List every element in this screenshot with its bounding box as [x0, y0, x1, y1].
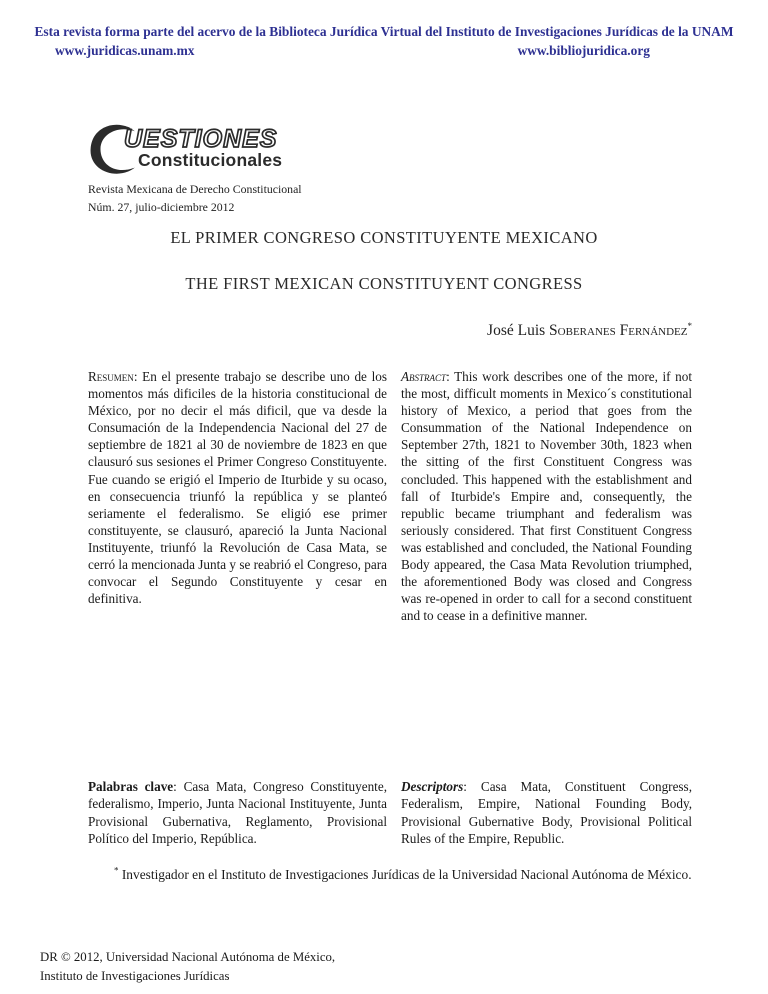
- abstract-english-column: [401, 368, 692, 624]
- abstract-english: [401, 368, 692, 624]
- banner-url-left[interactable]: www.juridicas.unam.mx: [55, 42, 195, 58]
- resumen-separator: :: [133, 369, 143, 384]
- copyright-line2: Instituto de Investigaciones Jurídicas: [40, 968, 230, 983]
- resumen-text: En el presente trabajo se describe uno de los momentos más dificiles de la historia constitucional de México, por no decir el más dificil, que va desde la Consumación de la Independencia Nacional del 27 de septiembre de 1821 al 30 de noviembre de 1823 en que clausuró sus sesiones el Primer Congreso Constituyente. Fue cuando se erigió el Imperio de Iturbide y su ocaso, en consecuencia triunfó la república y se planteó seriamente el federalismo. Se eligió ese primer constituyente, se clausuró, apareció la Junta Nacional Instituyente, triunfó la Revolución de Casa Mata, se cerró la mencionada Junta y se reabrió el Congreso, para convocar el Segundo Constituyente y cesar en definitiva.: [88, 369, 387, 607]
- institutional-banner: [0, 24, 768, 60]
- descriptors-text: Casa Mata, Constituent Congress, Federalism, Empire, National Founding Body, Provisional Gubernative Body, Provisional Political Rules of the Empire, Republic.: [401, 779, 692, 847]
- journal-header: [88, 124, 408, 217]
- logo-word-cuestiones: UESTIONES: [124, 125, 278, 153]
- author-surname: Soberanes Fernández: [549, 322, 688, 339]
- article-titles: [0, 228, 768, 320]
- resumen-label: Resumen: [88, 369, 134, 384]
- title-english: THE FIRST MEXICAN CONSTITUYENT CONGRESS: [185, 274, 583, 293]
- abstract-spanish-column: [88, 368, 387, 624]
- copyright-line1: DR © 2012, Universidad Nacional Autónoma de México,: [40, 950, 336, 964]
- palabras-clave-text: Casa Mata, Congreso Constituyente, federalismo, Imperio, Junta Nacional Instituyente, Junta Provisional Gubernativa, Reglamento, Provisional Político del Imperio, República.: [88, 779, 387, 847]
- abstract-columns: [88, 368, 692, 624]
- journal-issue: Núm. 27, julio-diciembre 2012: [88, 200, 235, 215]
- abstract-text: This work describes one of the more, if not the most, difficult moments in Mexico´s constitutional history of Mexico, a period that goes from the Consummation of the National Independence on September 27th, 1821 to November 30th, 1823 when the sitting of the first Constituent Congress was concluded. This happened with the establishment and fall of Iturbide's Empire and, consequently, the republic became triumphant and federalism was seriously considered. That first Constituent Congress was established and concluded, the National Founding Body appeared, the Casa Mata Revolution triumphed, the aforementioned Body was closed and Congress was re-opened in order to call for a second constituent and to cease in a definitive manner.: [401, 369, 692, 624]
- footnote-mark: *: [114, 865, 119, 876]
- banner-url-right[interactable]: www.bibliojuridica.org: [517, 42, 650, 58]
- descriptors-label: Descriptors: [401, 779, 464, 794]
- keywords-english: [401, 778, 692, 848]
- keywords-row: [88, 778, 692, 848]
- abstract-separator: :: [446, 369, 455, 384]
- copyright-footer: [40, 948, 335, 985]
- author-line: [487, 322, 692, 340]
- keywords-spanish-column: [88, 778, 387, 848]
- abstract-label: Abstract: [401, 369, 447, 384]
- keywords-english-column: [401, 778, 692, 848]
- journal-name: Revista Mexicana de Derecho Constitucional: [88, 182, 302, 196]
- logo-word-constitucionales: Constitucionales: [138, 150, 283, 170]
- descriptors-separator: :: [463, 779, 481, 794]
- keywords-spanish: [88, 778, 387, 848]
- title-spanish: EL PRIMER CONGRESO CONSTITUYENTE MEXICANO: [170, 228, 598, 247]
- palabras-clave-separator: :: [173, 779, 184, 794]
- cuestiones-logo: [88, 124, 408, 176]
- author-given-name: José Luis: [487, 322, 550, 339]
- banner-text: Esta revista forma parte del acervo de la Biblioteca Jurídica Virtual del Instituto de Investigaciones Jurídicas de la UNAM: [34, 24, 734, 39]
- palabras-clave-label: Palabras clave: [88, 779, 174, 794]
- author-footnote-mark: *: [687, 320, 692, 331]
- abstract-spanish: [88, 368, 387, 607]
- author-footnote: [88, 866, 700, 884]
- footnote-text: Investigador en el Instituto de Investigaciones Jurídicas de la Universidad Nacional Autónoma de México.: [118, 867, 692, 882]
